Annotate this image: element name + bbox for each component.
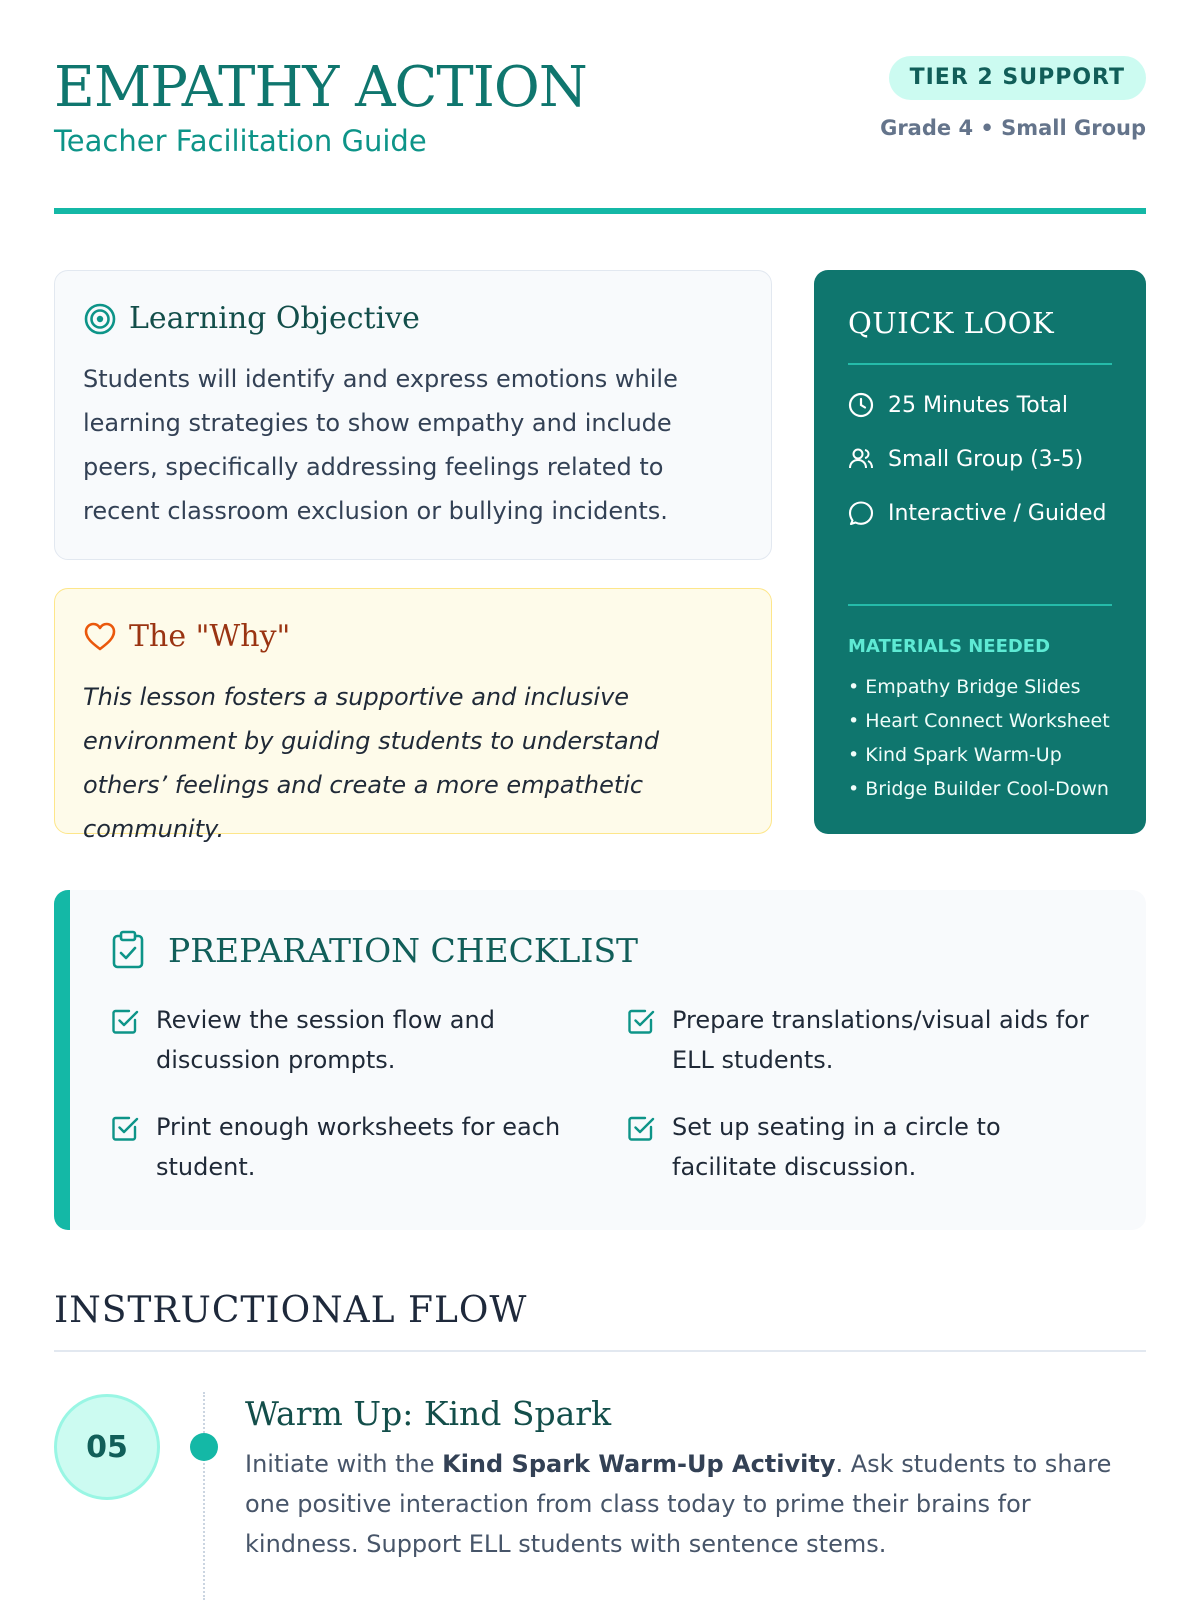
materials-item: • Heart Connect Worksheet: [848, 704, 1110, 738]
why-card: [54, 588, 772, 843]
quick-look-item-group: [848, 446, 1083, 472]
document-header: [54, 56, 1146, 216]
materials-title: MATERIALS NEEDED: [848, 636, 1051, 657]
chat-bubble-icon: [848, 500, 874, 526]
timeline-dot: [190, 1433, 218, 1461]
materials-divider: [848, 604, 1112, 606]
timeline-line: [203, 1392, 205, 1600]
page-subtitle: Teacher Facilitation Guide: [54, 124, 427, 158]
step-description-rest: . Ask students to share one positive interaction from class today to prime their brains for kindness. Support ELL students with sentence stems.: [245, 1450, 1112, 1558]
checklist-item-text: Prepare translations/visual aids for ELL students.: [672, 1006, 1089, 1074]
step-minutes-badge: 05: [54, 1394, 160, 1500]
users-icon: [848, 446, 874, 472]
step-description-intro: Initiate with the: [245, 1450, 443, 1478]
checklist-item: [626, 1000, 1106, 1080]
checklist-accent-bar: [54, 890, 70, 1230]
checklist-item: [626, 1107, 1106, 1187]
step-description: [245, 1444, 1145, 1564]
checklist-item: [110, 1000, 590, 1080]
checklist-item-text: Print enough worksheets for each student.: [156, 1113, 561, 1181]
checklist-item-text: Set up seating in a circle to facilitate discussion.: [672, 1113, 1001, 1181]
why-text: This lesson fosters a supportive and inclusive environment by guiding students to understand others’ feelings and create a more empathetic community.: [83, 683, 660, 843]
quick-look-title: QUICK LOOK: [848, 306, 1055, 340]
why-title: The "Why": [129, 619, 291, 654]
quick-look-divider: [848, 363, 1112, 365]
check-square-icon: [110, 1006, 140, 1036]
materials-item: • Kind Spark Warm-Up: [848, 738, 1110, 772]
checklist-item-text: Review the session flow and discussion prompts.: [156, 1006, 495, 1074]
preparation-checklist: [54, 890, 1146, 1230]
tier-badge: TIER 2 SUPPORT: [889, 56, 1146, 100]
quick-look-format: Interactive / Guided: [888, 500, 1107, 526]
grade-info: Grade 4 • Small Group: [880, 116, 1146, 140]
checklist-title: PREPARATION CHECKLIST: [168, 930, 639, 970]
quick-look-duration: 25 Minutes Total: [888, 392, 1068, 418]
step-title: Warm Up: Kind Spark: [245, 1394, 612, 1433]
clock-icon: [848, 392, 874, 418]
clipboard-check-icon: [110, 930, 146, 970]
materials-item: • Empathy Bridge Slides: [848, 670, 1110, 704]
quick-look-item-format: [848, 500, 1106, 526]
checklist-header: [110, 930, 638, 970]
checklist-item: [110, 1107, 590, 1187]
quick-look-panel: [814, 270, 1146, 834]
learning-objective-text: Students will identify and express emotions while learning strategies to show empathy and include peers, specifically addressing feelings related to recent classroom exclusion or bullying incidents.: [83, 365, 678, 525]
page-title: EMPATHY ACTION: [54, 55, 587, 120]
header-divider: [54, 208, 1146, 214]
materials-item: • Bridge Builder Cool-Down: [848, 772, 1110, 806]
learning-objective-title: Learning Objective: [129, 301, 420, 336]
learning-objective-header: [83, 301, 420, 336]
quick-look-item-duration: [848, 392, 1068, 418]
instructional-flow-divider: [54, 1350, 1146, 1352]
why-header: [83, 619, 290, 654]
target-icon: [83, 302, 117, 336]
quick-look-group-size: Small Group (3-5): [888, 446, 1084, 472]
heart-icon: [83, 620, 117, 654]
check-square-icon: [626, 1113, 656, 1143]
check-square-icon: [626, 1006, 656, 1036]
learning-objective-card: [54, 270, 772, 560]
materials-list: [848, 670, 1110, 806]
step-activity-name: Kind Spark Warm-Up Activity: [442, 1450, 836, 1478]
check-square-icon: [110, 1113, 140, 1143]
instructional-flow-title: INSTRUCTIONAL FLOW: [54, 1290, 528, 1331]
